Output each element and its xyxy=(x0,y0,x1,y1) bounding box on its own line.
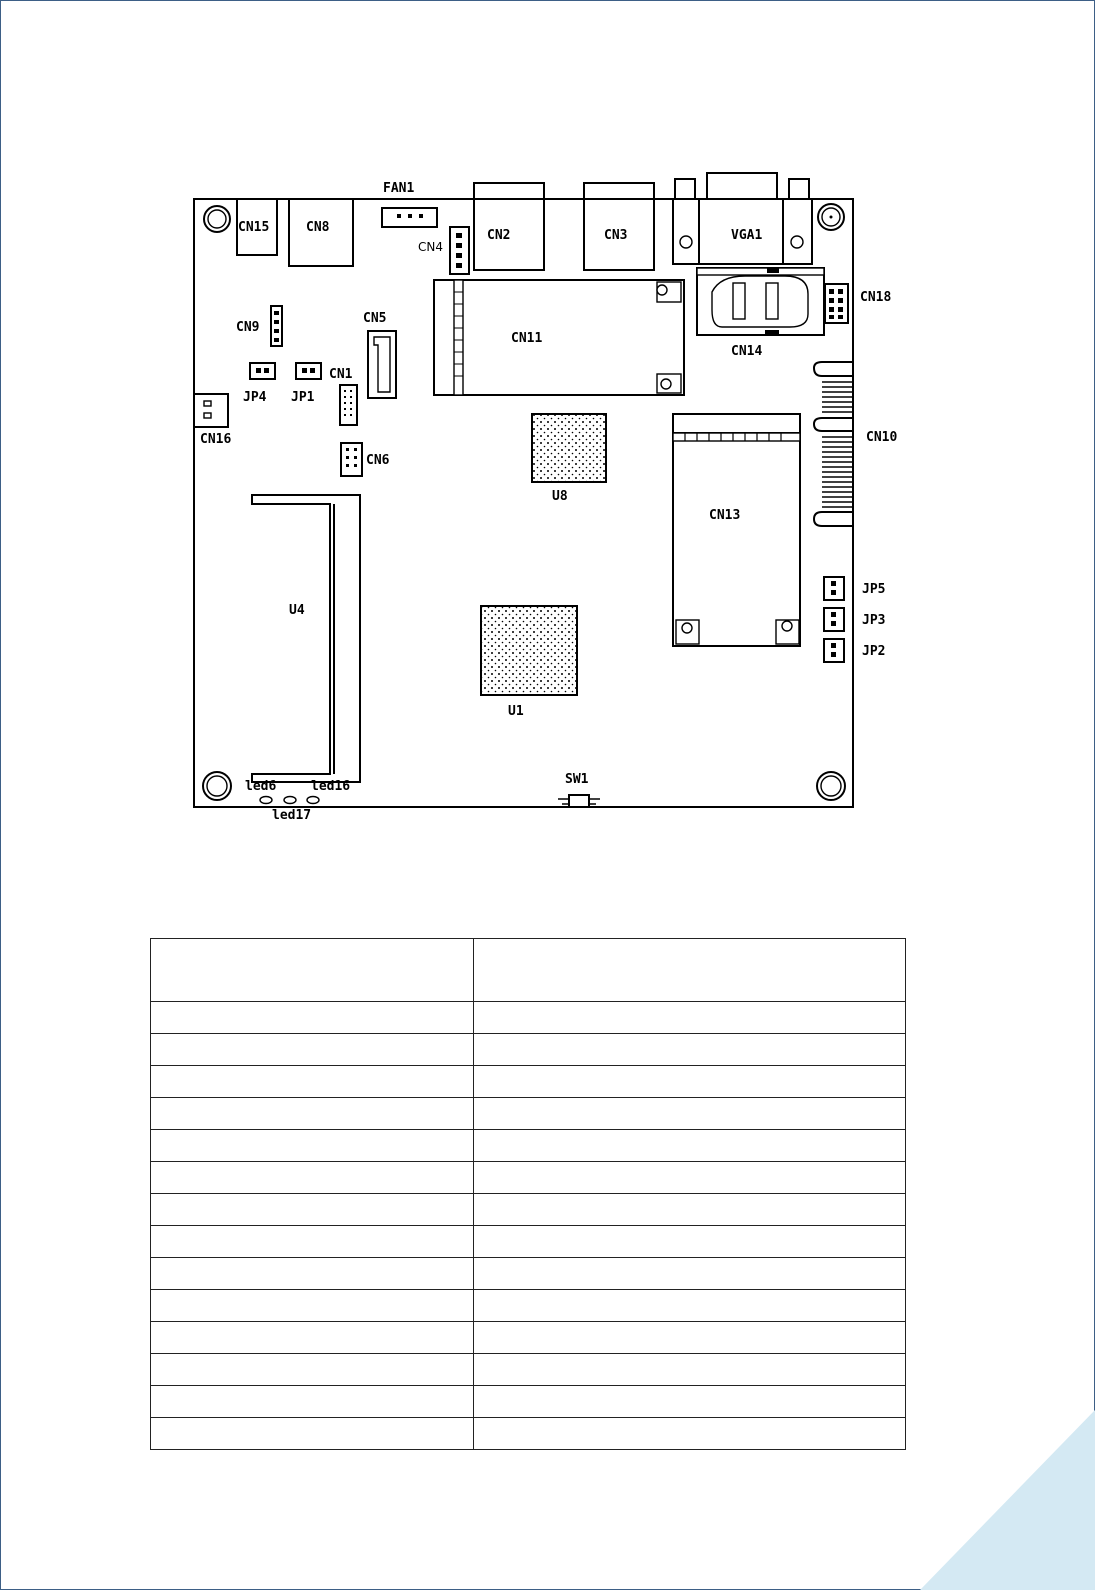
jp3-jumper xyxy=(824,608,844,631)
table-cell xyxy=(151,1002,474,1034)
table-cell xyxy=(151,939,474,1002)
cn13-label: CN13 xyxy=(709,508,741,523)
table-cell xyxy=(151,1194,474,1226)
cn15-label: CN15 xyxy=(238,220,270,235)
cn6-label: CN6 xyxy=(366,453,390,468)
table-cell xyxy=(474,1098,906,1130)
jp4-jumper xyxy=(250,363,275,379)
table-cell xyxy=(474,1322,906,1354)
mounting-hole xyxy=(204,206,230,232)
led16-label: led16 xyxy=(311,779,351,794)
table-cell xyxy=(151,1226,474,1258)
fan1-label: FAN1 xyxy=(383,181,415,196)
table-cell xyxy=(474,1258,906,1290)
cn3-connector xyxy=(584,183,654,270)
table-row xyxy=(151,1034,906,1066)
table-cell xyxy=(151,1130,474,1162)
cn18-header xyxy=(825,284,848,323)
cn11-label: CN11 xyxy=(511,331,543,346)
cn14-battery-holder xyxy=(697,268,824,336)
led6-led xyxy=(260,797,272,804)
jp5-jumper xyxy=(824,577,844,600)
cn6-header xyxy=(341,443,362,476)
table-cell xyxy=(151,1258,474,1290)
cn10-label: CN10 xyxy=(866,430,898,445)
table-cell xyxy=(151,1322,474,1354)
table-row xyxy=(151,1322,906,1354)
mounting-hole xyxy=(203,772,231,800)
table-cell xyxy=(474,1290,906,1322)
jp2-jumper xyxy=(824,639,844,662)
led17-label: led17 xyxy=(272,808,312,823)
table-cell xyxy=(474,1066,906,1098)
table-row xyxy=(151,1162,906,1194)
connector-table xyxy=(150,938,906,1450)
jp1-label: JP1 xyxy=(291,390,315,405)
u1-label: U1 xyxy=(508,704,524,719)
cn16-label: CN16 xyxy=(200,432,232,447)
table-header-row xyxy=(151,939,906,1002)
table-row xyxy=(151,1354,906,1386)
cn1-header xyxy=(340,385,357,425)
table-cell xyxy=(151,1034,474,1066)
table-cell xyxy=(474,1194,906,1226)
table-row xyxy=(151,1226,906,1258)
cn16-connector xyxy=(194,394,228,427)
table-cell xyxy=(151,1066,474,1098)
table-row xyxy=(151,1290,906,1322)
cn2-label: CN2 xyxy=(487,228,511,243)
cn3-label: CN3 xyxy=(604,228,628,243)
table-cell xyxy=(474,1418,906,1450)
table-row xyxy=(151,1066,906,1098)
jp3-label: JP3 xyxy=(862,613,886,628)
led16-led xyxy=(307,797,319,804)
led17-led xyxy=(284,797,296,804)
table-cell xyxy=(474,1002,906,1034)
vga1-label: VGA1 xyxy=(731,228,763,243)
table-cell xyxy=(474,1130,906,1162)
table-cell xyxy=(474,1226,906,1258)
table-cell xyxy=(474,1162,906,1194)
mounting-hole xyxy=(818,204,844,230)
table-cell xyxy=(474,1034,906,1066)
cn4-label: CN4 xyxy=(418,240,443,254)
table-cell xyxy=(151,1354,474,1386)
table-cell xyxy=(151,1098,474,1130)
cn14-label: CN14 xyxy=(731,344,763,359)
table-cell xyxy=(151,1386,474,1418)
table-cell xyxy=(474,939,906,1002)
cn11-slot xyxy=(434,280,684,395)
led6-label: led6 xyxy=(245,779,277,794)
cn9-label: CN9 xyxy=(236,320,260,335)
table-row xyxy=(151,1194,906,1226)
corner-decoration xyxy=(920,1410,1095,1590)
table-row xyxy=(151,1258,906,1290)
cn8-label: CN8 xyxy=(306,220,330,235)
sw1-label: SW1 xyxy=(565,772,589,787)
cn5-label: CN5 xyxy=(363,311,387,326)
table-row xyxy=(151,1386,906,1418)
cn18-label: CN18 xyxy=(860,290,892,305)
u1-chip xyxy=(481,606,577,695)
jp4-label: JP4 xyxy=(243,390,267,405)
u8-chip xyxy=(532,414,606,482)
vga1-connector xyxy=(673,173,812,264)
table-cell xyxy=(151,1162,474,1194)
u8-label: U8 xyxy=(552,489,568,504)
table-row xyxy=(151,1418,906,1450)
cn13-slot xyxy=(673,414,800,646)
table-row xyxy=(151,1002,906,1034)
cn2-connector xyxy=(474,183,544,270)
table-row xyxy=(151,1098,906,1130)
table-cell xyxy=(474,1354,906,1386)
jp2-label: JP2 xyxy=(862,644,886,659)
jp5-label: JP5 xyxy=(862,582,886,597)
u4-label: U4 xyxy=(289,603,305,618)
table-cell xyxy=(151,1290,474,1322)
table-cell xyxy=(474,1386,906,1418)
jp1-jumper xyxy=(296,363,321,379)
table-cell xyxy=(151,1418,474,1450)
mounting-hole xyxy=(817,772,845,800)
table-row xyxy=(151,1130,906,1162)
cn1-label: CN1 xyxy=(329,367,353,382)
